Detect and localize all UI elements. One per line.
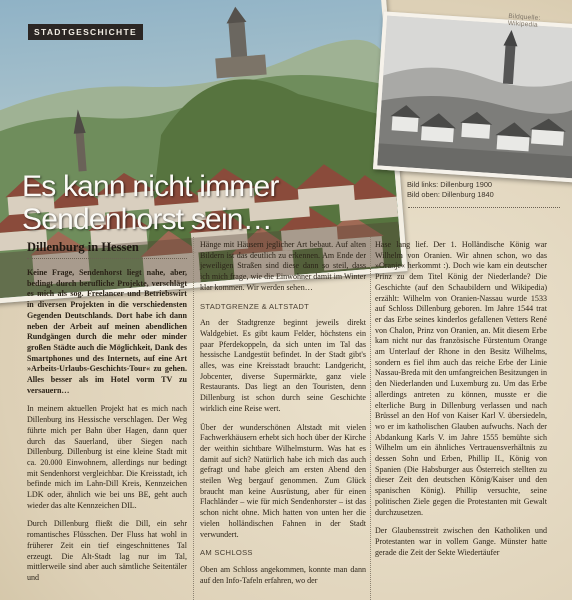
engraving-illustration bbox=[377, 16, 572, 179]
headline-line-1: Es kann nicht immer bbox=[22, 170, 279, 203]
article-column-1 bbox=[27, 268, 187, 592]
article-column-2 bbox=[200, 240, 366, 594]
paragraph: In meinem aktuellen Projekt hat es mich nach Dillenburg ins Hessische verschlagen. Der Weg führte mich per Bahn über Hagen, dann quer durch das Sauerland, über Siegen nach Dillenburg. Dillenburg ist eine kleine Stadt mit ca. 20.000 Einwohnern, allerdings nur bedingt mit Sendenhorst vergleichbar. Die Kreisstadt, ich befinde mich im Lahn-Dill Kreis, Kennzeichen LDK oder, ähnlich wie bei uns BE, geht auch wieder das alte Kennzeichen DIL. bbox=[27, 404, 187, 510]
photo-credit: Bildquelle: Wikipedia bbox=[507, 12, 541, 29]
article-column-3 bbox=[375, 240, 547, 566]
paragraph: An der Stadtgrenze beginnt jeweils direkt Waldgebiet. Es gibt kaum Felder, höchstens ein paar Pferdekoppeln, da sich unten im Tal das hessische Landgestüt befindet. In der Stadt gibt's alles, was eine Kreisstadt braucht: Landgericht, Jobcenter, diverse Supermärkte, ganz viele Restaurants. Das liegt an den Touristen, denn Dillenburg ist schon durch seine Geschichte wirklich eine Reise wert. bbox=[200, 318, 366, 413]
paragraph: Keine Frage, Sendenhorst liegt nahe, aber, bedingt durch berufliche Projekte, verschlägt es mich als sog. Freelancer und Betriebswirt in diversen Projekten in die verschiedensten Gegenden Deutschlands. Dort habe ich dann neben der Arbeit auf meinen abendlichen Rundgängen durch die mehr oder minder großen Städte auch die Möglichkeit, Dank des Smartphones und des Internets, auf eine Art »Arbeits-Urlaubs-Geschichts-Tour« zu gehen. Alles besser als im Hotel vorm TV zu versauern… bbox=[27, 268, 187, 395]
headline bbox=[22, 170, 322, 236]
subhead-stadtgrenze: STADTGRENZE & ALTSTADT bbox=[200, 301, 310, 311]
article-subtitle: Dillenburg in Hessen bbox=[27, 240, 187, 259]
paragraph: Oben am Schloss angekommen, konnte man dann auf den Info-Tafeln erfahren, wo der bbox=[200, 564, 366, 585]
headline-line-2: Sendenhorst sein… bbox=[22, 203, 272, 236]
section-label: STADTGESCHICHTE bbox=[28, 24, 143, 40]
caption-left: Bild links: Dillenburg 1900 bbox=[407, 180, 493, 189]
caption-divider bbox=[408, 207, 560, 208]
column-divider-1 bbox=[193, 237, 194, 600]
town-photo-1840 bbox=[373, 11, 572, 182]
paragraph: Der Glaubensstreit zwischen den Katholiken und Protestanten war in vollem Gange. Münster hatte gerade die Zeit der Sekte Wiedertäufer bbox=[375, 526, 547, 557]
paragraph: Hase lang lief. Der 1. Holländische König war Wilhelm von Oranien. Wir ahnen schon, wo das »Oranje« herkommt :). Doch wie kam ein deutscher Prinz zu dem Titel König der Niederlande? Die Geschichte (auf den Schaubildern und Wikipedia) erzählt: Wilhelm von Oranien-Nassau wurde 1533 auf Schloss Dillenburg geboren. Im Jahre 1544 trat er das Erbe seines kinderlos gefallenen Vetters René von Chalon, Prinz von Oranien, an. Mit diesem Erbe kam nicht nur das französische Fürstentum Orange am Unterlauf der Rhone in den Besitz Wilhelms, sondern es fiel ihm auch das reiche Erbe der Linie Nassau-Breda mit den umfangreichen Besitzungen in den Niederlanden und Luxemburg zu. Um das Erbe allerdings antreten zu können, musste er die elterliche Burg in Dillenburg verlassen und nach Brüssel an den Hof von Kaiser Karl V. übersiedeln, wo er im katholischen Glauben aufwuchs. Nach der Abdankung Karls V. im Jahre 1555 bemühte sich Wilhelm um ein ähnliches Vertrauensverhältnis zu dessen Sohn und Erben, Phillip II., König von Spanien (Die Habsburger aus Österreich stellten zu dieser Zeit den deutschen König/Kaiser und den spanischen König). Phillip versuchte, seine politischen Ziele gegen die Protestanten mit Gewalt durchzusetzen. bbox=[375, 240, 547, 517]
photo-captions bbox=[407, 180, 494, 200]
subhead-am-schloss: AM SCHLOSS bbox=[200, 548, 253, 558]
paragraph: Durch Dillenburg fließt die Dill, ein sehr romantisches Flüsschen. Der Fluss hat wohl in früherer Zeit ein tief eingeschnittenes Tal erzeugt. Die Alt-Stadt lag nur im Tal, mittlerweile sind aber auch sämtliche Seitentäler und bbox=[27, 519, 187, 582]
paragraph: Hänge mit Häusern jeglicher Art bebaut. Auf alten Bildern ist das deutlich zu erkennen. Am Ende der jeweiligen Straßen sind diese dann so steil, dass ich mich frage, wie die Einwohner damit im Winter klar kommen. Wir werden sehen… bbox=[200, 240, 367, 292]
column-divider-2 bbox=[370, 237, 371, 600]
paragraph: Über der wunderschönen Altstadt mit vielen Fachwerkhäusern erhebt sich hoch über der Kirche der weithin sichtbare Wilhelmsturm. Was hat es damit auf sich? Natürlich habe ich mich das auch gefragt und habe gleich am ersten Abend den steilen Weg bergauf genommen. Zum Glück braucht man keine Ausrüstung, aber für einen Flachländer – wie für mich Sendenhorster – ist das schon nicht ohne. Mich hatten von unten her die vielen holländischen Fahnen in der Stadt verwundert. bbox=[200, 422, 366, 539]
caption-top: Bild oben: Dillenburg 1840 bbox=[407, 190, 494, 199]
